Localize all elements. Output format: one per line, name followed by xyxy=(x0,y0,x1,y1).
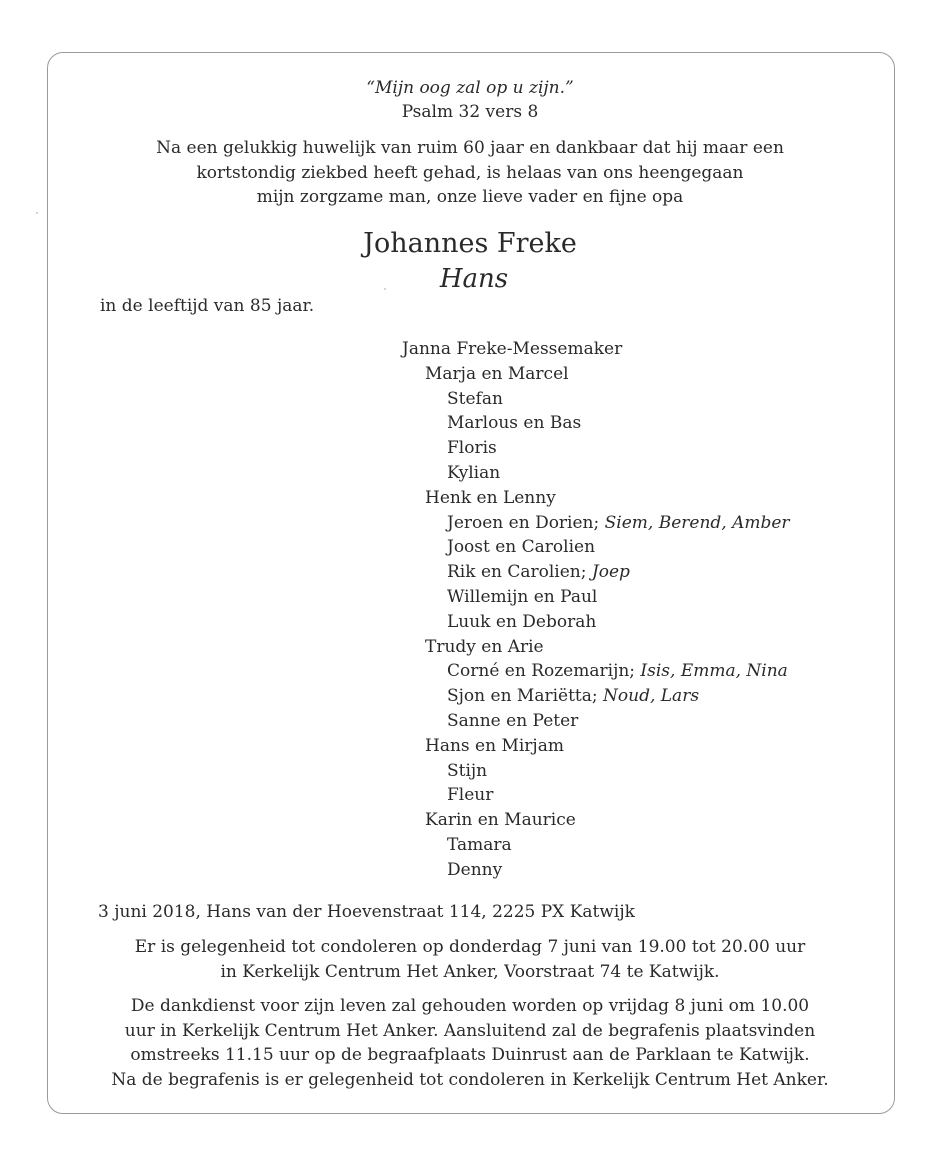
service-line: omstreeks 11.15 uur op de begraafplaats Duinrust aan de Parklaan te Katwijk. xyxy=(130,1045,810,1065)
family-member-name: Janna Freke-Messemaker xyxy=(402,339,623,359)
family-member xyxy=(447,759,487,784)
family-member-name: Rik en Carolien; xyxy=(447,562,587,583)
family-member-name: Sanne en Peter xyxy=(447,711,579,731)
family-member-name: Joost en Carolien xyxy=(447,537,596,558)
family-member xyxy=(425,362,569,387)
family-member-name: Karin en Maurice xyxy=(425,810,576,831)
family-member xyxy=(447,659,788,684)
grandchildren-names: Noud, Lars xyxy=(603,686,700,707)
service-line: uur in Kerkelijk Centrum Het Anker. Aansluitend zal de begrafenis plaatsvinden xyxy=(124,1020,816,1041)
deceased-name: Johannes Freke xyxy=(363,228,577,259)
family-member xyxy=(402,337,622,362)
family-member xyxy=(447,585,597,610)
family-member xyxy=(447,511,790,536)
family-member xyxy=(447,461,500,486)
family-member xyxy=(447,858,502,883)
address-line: 3 juni 2018, Hans van der Hoevenstraat 114, 2225 PX Katwijk xyxy=(98,902,635,922)
family-member-name: Sjon en Mariëtta; xyxy=(447,686,598,707)
verse-reference: Psalm 32 vers 8 xyxy=(401,102,539,122)
family-member-name: Fleur xyxy=(447,785,494,806)
service-paragraph xyxy=(0,994,940,1092)
family-member-name: Trudy en Arie xyxy=(425,636,544,657)
intro-paragraph xyxy=(0,136,940,210)
family-member xyxy=(447,783,493,808)
family-member xyxy=(447,833,512,858)
family-member-name: Corné en Rozemarijn; xyxy=(447,661,636,682)
family-member-name: Marlous en Bas xyxy=(447,413,582,434)
condolence-paragraph xyxy=(0,935,940,984)
family-member-name: Willemijn en Paul xyxy=(447,587,598,607)
family-member xyxy=(425,734,564,759)
family-member-name: Hans en Mirjam xyxy=(425,735,564,756)
family-member-name: Jeroen en Dorien; xyxy=(447,512,600,533)
family-member-name: Stijn xyxy=(447,760,488,781)
family-member xyxy=(447,610,596,635)
family-member xyxy=(447,684,699,709)
scan-speck xyxy=(36,212,38,214)
family-member-name: Tamara xyxy=(447,835,512,855)
intro-line: kortstondig ziekbed heeft gehad, is helaas van ons heengegaan xyxy=(196,162,744,183)
service-line: De dankdienst voor zijn leven zal gehouden worden op vrijdag 8 juni om 10.00 xyxy=(130,996,810,1016)
family-member-name: Luuk en Deborah xyxy=(447,611,597,632)
family-member-name: Henk en Lenny xyxy=(425,487,556,508)
age-line: in de leeftijd van 85 jaar. xyxy=(100,296,315,316)
condolence-line: Er is gelegenheid tot condoleren op donderdag 7 juni van 19.00 tot 20.00 uur xyxy=(134,937,806,957)
grandchildren-names: Siem, Berend, Amber xyxy=(604,512,790,533)
condolence-line: in Kerkelijk Centrum Het Anker, Voorstraat 74 te Katwijk. xyxy=(220,961,720,982)
family-member-name: Stefan xyxy=(447,388,503,409)
grandchildren-names: Joep xyxy=(591,562,630,583)
family-member xyxy=(447,411,581,436)
family-member-name: Denny xyxy=(447,859,503,880)
family-member-name: Floris xyxy=(447,438,497,459)
family-member-name: Marja en Marcel xyxy=(425,363,569,384)
family-member xyxy=(425,486,556,511)
grandchildren-names: Isis, Emma, Nina xyxy=(640,661,788,682)
family-member xyxy=(425,808,576,833)
verse-quote: “Mijn oog zal op u zijn.” xyxy=(366,78,574,98)
family-member xyxy=(447,436,497,461)
family-member xyxy=(447,709,578,734)
deceased-nickname: Hans xyxy=(439,264,509,294)
family-member-name: Kylian xyxy=(447,463,501,483)
family-member xyxy=(447,560,630,585)
intro-line: Na een gelukkig huwelijk van ruim 60 jaar en dankbaar dat hij maar een xyxy=(156,138,784,158)
family-member xyxy=(425,635,544,660)
intro-line: mijn zorgzame man, onze lieve vader en fijne opa xyxy=(256,187,684,207)
family-member xyxy=(447,535,595,560)
family-member xyxy=(447,387,503,412)
service-line: Na de begrafenis is er gelegenheid tot condoleren in Kerkelijk Centrum Het Anker. xyxy=(111,1069,829,1090)
